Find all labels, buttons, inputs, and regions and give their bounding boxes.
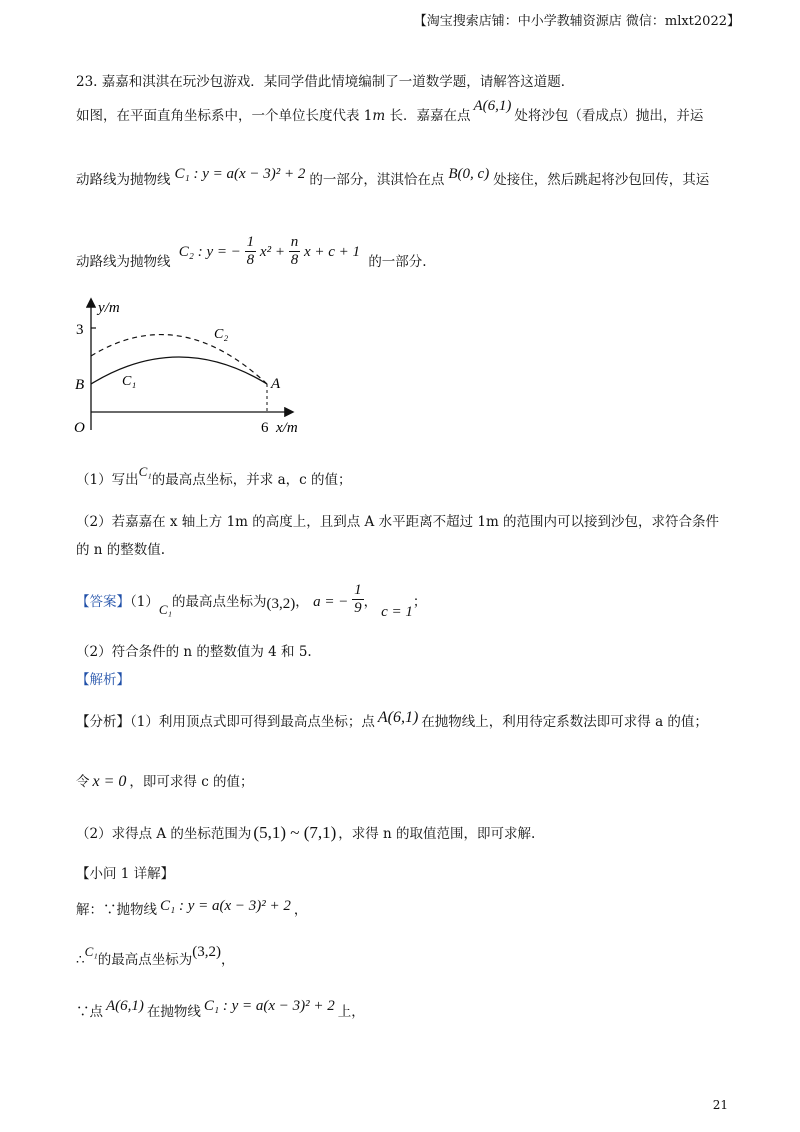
y-axis-label: y/m xyxy=(98,300,120,316)
point-a-label: A xyxy=(271,376,281,392)
fraction xyxy=(245,234,257,269)
text: ， xyxy=(295,594,309,610)
denominator: 8 xyxy=(246,252,255,268)
detail-line-1 xyxy=(76,898,307,919)
question-2-line-1: （2）若嘉嘉在 x 轴上方 1m 的高度上，且到点 A 水平距离不超过 1m 的范围内可以接到沙包，求符合条件 xyxy=(76,514,720,530)
point-b: B(0, c) xyxy=(448,166,490,182)
eq-part: C₂ : y = − xyxy=(178,244,241,260)
text: 处将沙包（看成点）抛出，并运 xyxy=(514,108,704,124)
question-1 xyxy=(76,464,352,488)
text: ，即可求得 c 的值； xyxy=(129,774,254,790)
text: 的一部分. xyxy=(368,254,427,270)
text: 在抛物线 xyxy=(146,1004,201,1020)
point-a: A(6,1) xyxy=(106,998,144,1014)
question-2-line-2: 的 n 的整数值. xyxy=(76,542,166,558)
text: 动路线为抛物线 xyxy=(76,254,171,270)
c2-label: C₂ xyxy=(214,327,229,342)
fraction xyxy=(352,582,364,617)
c1-symbol: C₁ xyxy=(138,464,152,479)
x-axis-label: x/m xyxy=(276,420,298,436)
c1-equation: C₁ : y = a(x − 3)² + 2 xyxy=(160,898,291,914)
coordinate-range: (5,1) ~ (7,1) xyxy=(253,823,337,842)
numerator: 1 xyxy=(354,582,362,598)
denominator: 8 xyxy=(290,252,299,268)
detail-line-2 xyxy=(76,944,235,969)
answer-tag: 【答案】 xyxy=(76,594,130,610)
analysis-tag: 【解析】 xyxy=(76,672,130,688)
text: 的最高点坐标为 xyxy=(97,952,193,968)
c2-equation xyxy=(179,232,360,267)
problem-line-3 xyxy=(76,168,709,189)
text: 的一部分，淇淇恰在点 xyxy=(309,172,445,188)
problem-line-4 xyxy=(76,228,427,268)
point-b-label: B xyxy=(75,377,85,393)
c1-equation: C₁ : y = a(x − 3)² + 2 xyxy=(203,998,335,1014)
a-value xyxy=(313,582,364,617)
eq-part: x + c + 1 xyxy=(303,244,361,260)
c1-equation: C₁ : y = a(x − 3)² + 2 xyxy=(174,166,306,182)
text: ，求得 n 的取值范围，即可求解. xyxy=(338,826,536,842)
curve-c2 xyxy=(91,335,267,384)
c1-label: C₁ xyxy=(122,374,137,389)
text: （2）求得点 A 的坐标范围为 xyxy=(76,826,252,842)
vertex: (3,2) xyxy=(266,596,296,612)
text: （1）写出 xyxy=(76,472,139,488)
text: （1） xyxy=(130,594,159,610)
text: 【分析】（1）利用顶点式即可得到最高点坐标；点 xyxy=(76,714,375,730)
answer-line-2: （2）符合条件的 n 的整数值为 4 和 5. xyxy=(76,644,312,660)
equation: x = 0 xyxy=(92,773,127,790)
page-header: 【淘宝搜索店铺：中小学教辅资源店 微信：mlxt2022】 xyxy=(413,14,740,29)
eq-part: a = − xyxy=(313,594,349,610)
detail-line-3 xyxy=(76,1000,365,1021)
c-value: c = 1 xyxy=(381,604,413,620)
problem-line-1: 23. 嘉嘉和淇淇在玩沙包游戏．某同学借此情境编制了一道数学题，请解答这道题． xyxy=(76,74,575,90)
answer-line-1 xyxy=(76,582,427,628)
text: 如图，在平面直角坐标系中，一个单位长度代表 1 xyxy=(76,108,373,124)
fraction xyxy=(289,234,301,269)
text: ， xyxy=(221,952,235,968)
text: 的最高点坐标为 xyxy=(172,594,267,610)
eq-part: x² + xyxy=(259,244,285,260)
text: ， xyxy=(293,902,308,918)
text: 动路线为抛物线 xyxy=(76,172,171,188)
denominator: 9 xyxy=(354,600,362,616)
text: 处接住，然后跳起将沙包回传，其运 xyxy=(493,172,710,188)
page-number: 21 xyxy=(712,1098,728,1112)
text: 解：∵抛物线 xyxy=(76,902,157,918)
analysis-line-3 xyxy=(76,822,535,843)
text: ， xyxy=(363,594,378,610)
detail-title: 【小问 1 详解】 xyxy=(76,866,175,882)
y-tick-label: 3 xyxy=(76,322,84,338)
coordinate-graph xyxy=(60,292,320,442)
text: ； xyxy=(412,594,427,610)
analysis-line-1 xyxy=(76,710,708,731)
text: 的最高点坐标，并求 a，c 的值； xyxy=(151,472,352,488)
text: 令 xyxy=(76,774,90,790)
text: ∵点 xyxy=(76,1004,103,1020)
text: 在抛物线上，利用待定系数法即可求得 a 的值； xyxy=(421,714,708,730)
numerator: 1 xyxy=(246,234,255,250)
origin-label: O xyxy=(74,420,85,436)
text: ∴ xyxy=(76,952,85,968)
numerator: n xyxy=(290,234,299,250)
x-tick-label: 6 xyxy=(261,420,269,436)
c1-symbol: C₁ xyxy=(158,602,173,617)
vertex: (3,2) xyxy=(192,944,222,960)
text: 上， xyxy=(337,1004,365,1020)
text: 长．嘉嘉在点 xyxy=(385,108,471,124)
point-a: A(6,1) xyxy=(473,98,512,114)
c1-symbol: C₁ xyxy=(84,944,98,959)
point-a: A(6,1) xyxy=(377,709,419,726)
unit: m xyxy=(372,108,386,124)
analysis-line-2 xyxy=(76,770,254,791)
problem-line-2 xyxy=(76,98,704,125)
curve-c1 xyxy=(91,357,267,384)
